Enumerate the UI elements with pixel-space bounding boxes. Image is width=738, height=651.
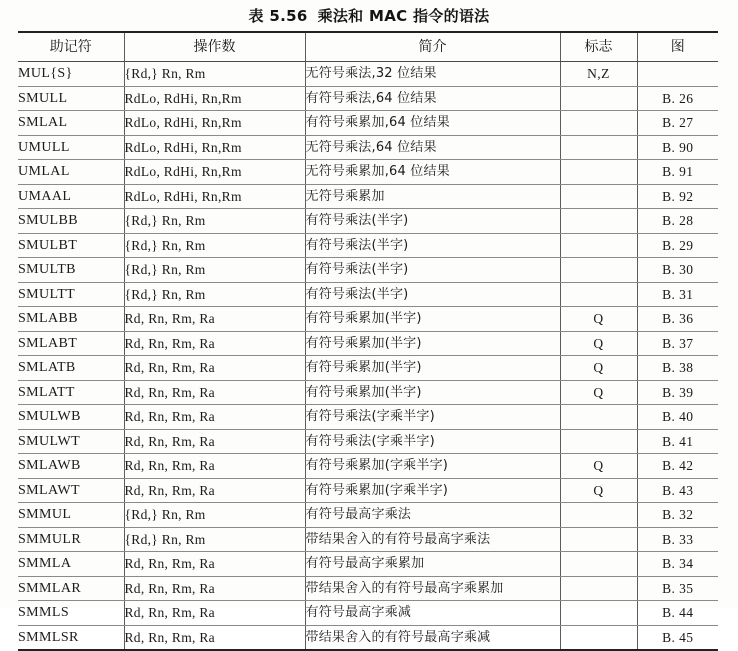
cell-figure: B. 38 <box>637 356 718 381</box>
cell-mnemonic: SMULTB <box>18 258 124 283</box>
cell-figure: B. 31 <box>637 282 718 307</box>
cell-description: 有符号最高字乘累加 <box>305 552 560 577</box>
cell-description: 有符号乘法(半字) <box>305 258 560 283</box>
cell-operands: Rd, Rn, Rm, Ra <box>124 601 305 626</box>
cell-mnemonic: SMMLSR <box>18 625 124 650</box>
table-row <box>18 552 718 577</box>
cell-flags: N,Z <box>560 62 637 87</box>
cell-figure <box>637 62 718 87</box>
table-row <box>18 429 718 454</box>
cell-figure: B. 90 <box>637 135 718 160</box>
cell-operands: Rd, Rn, Rm, Ra <box>124 331 305 356</box>
cell-description: 有符号乘累加(字乘半字) <box>305 454 560 479</box>
cell-figure: B. 44 <box>637 601 718 626</box>
column-header-operands: 操作数 <box>124 32 305 62</box>
cell-description: 无符号乘累加 <box>305 184 560 209</box>
cell-flags: Q <box>560 478 637 503</box>
table-row <box>18 625 718 650</box>
cell-figure: B. 26 <box>637 86 718 111</box>
cell-description: 无符号乘累加,64 位结果 <box>305 160 560 185</box>
cell-description: 有符号乘法(字乘半字) <box>305 429 560 454</box>
cell-flags <box>560 601 637 626</box>
cell-figure: B. 92 <box>637 184 718 209</box>
cell-flags <box>560 527 637 552</box>
cell-description: 有符号乘法(半字) <box>305 233 560 258</box>
column-header-mnemonic: 助记符 <box>18 32 124 62</box>
table-caption-title: 乘法和 MAC 指令的语法 <box>317 7 490 25</box>
cell-mnemonic: SMULBB <box>18 209 124 234</box>
cell-description: 有符号乘累加(半字) <box>305 380 560 405</box>
table-row <box>18 258 718 283</box>
cell-flags <box>560 552 637 577</box>
cell-description: 有符号乘累加(半字) <box>305 307 560 332</box>
table-row <box>18 576 718 601</box>
table-row <box>18 209 718 234</box>
cell-flags <box>560 282 637 307</box>
cell-figure: B. 39 <box>637 380 718 405</box>
cell-figure: B. 42 <box>637 454 718 479</box>
cell-flags <box>560 429 637 454</box>
table-row <box>18 380 718 405</box>
cell-operands: Rd, Rn, Rm, Ra <box>124 576 305 601</box>
cell-mnemonic: SMMUL <box>18 503 124 528</box>
cell-flags <box>560 86 637 111</box>
cell-figure: B. 43 <box>637 478 718 503</box>
table-row <box>18 282 718 307</box>
cell-flags: Q <box>560 454 637 479</box>
cell-description: 有符号最高字乘法 <box>305 503 560 528</box>
cell-operands: Rd, Rn, Rm, Ra <box>124 307 305 332</box>
cell-flags <box>560 184 637 209</box>
cell-operands: RdLo, RdHi, Rn,Rm <box>124 135 305 160</box>
cell-description: 无符号乘法,32 位结果 <box>305 62 560 87</box>
cell-operands: {Rd,} Rn, Rm <box>124 527 305 552</box>
cell-flags <box>560 576 637 601</box>
cell-flags <box>560 135 637 160</box>
cell-flags <box>560 111 637 136</box>
cell-figure: B. 28 <box>637 209 718 234</box>
cell-operands: Rd, Rn, Rm, Ra <box>124 405 305 430</box>
table-body <box>18 62 718 651</box>
cell-flags: Q <box>560 307 637 332</box>
cell-mnemonic: SMLAWB <box>18 454 124 479</box>
table-header <box>18 32 718 62</box>
cell-flags: Q <box>560 356 637 381</box>
cell-flags <box>560 405 637 430</box>
cell-mnemonic: UMULL <box>18 135 124 160</box>
table-row <box>18 503 718 528</box>
cell-figure: B. 34 <box>637 552 718 577</box>
cell-figure: B. 27 <box>637 111 718 136</box>
column-header-description: 简介 <box>305 32 560 62</box>
cell-mnemonic: SMLAWT <box>18 478 124 503</box>
table-row <box>18 233 718 258</box>
cell-description: 带结果舍入的有符号最高字乘法 <box>305 527 560 552</box>
cell-description: 有符号乘累加(半字) <box>305 331 560 356</box>
cell-mnemonic: SMULL <box>18 86 124 111</box>
cell-operands: Rd, Rn, Rm, Ra <box>124 380 305 405</box>
table-caption <box>0 5 738 26</box>
cell-mnemonic: SMLABT <box>18 331 124 356</box>
cell-mnemonic: SMULBT <box>18 233 124 258</box>
cell-operands: Rd, Rn, Rm, Ra <box>124 356 305 381</box>
cell-figure: B. 45 <box>637 625 718 650</box>
cell-operands: Rd, Rn, Rm, Ra <box>124 552 305 577</box>
cell-mnemonic: SMMULR <box>18 527 124 552</box>
cell-mnemonic: SMULWT <box>18 429 124 454</box>
column-header-figure: 图 <box>637 32 718 62</box>
instruction-syntax-table-container <box>18 31 718 651</box>
cell-mnemonic: SMULTT <box>18 282 124 307</box>
table-caption-index: 5.56 <box>269 7 308 25</box>
cell-description: 有符号乘法(半字) <box>305 209 560 234</box>
cell-flags <box>560 258 637 283</box>
cell-operands: {Rd,} Rn, Rm <box>124 282 305 307</box>
table-row <box>18 307 718 332</box>
cell-flags: Q <box>560 380 637 405</box>
cell-description: 有符号最高字乘减 <box>305 601 560 626</box>
table-row <box>18 160 718 185</box>
cell-mnemonic: SMLAL <box>18 111 124 136</box>
cell-mnemonic: UMAAL <box>18 184 124 209</box>
table-caption-number <box>249 7 308 25</box>
cell-mnemonic: SMMLAR <box>18 576 124 601</box>
table-row <box>18 331 718 356</box>
cell-figure: B. 32 <box>637 503 718 528</box>
table-row <box>18 135 718 160</box>
table-row <box>18 527 718 552</box>
cell-description: 有符号乘法(字乘半字) <box>305 405 560 430</box>
cell-flags <box>560 233 637 258</box>
table-row <box>18 111 718 136</box>
instruction-syntax-table <box>18 31 718 651</box>
cell-operands: Rd, Rn, Rm, Ra <box>124 625 305 650</box>
cell-mnemonic: SMLATT <box>18 380 124 405</box>
cell-description: 带结果舍入的有符号最高字乘累加 <box>305 576 560 601</box>
cell-operands: Rd, Rn, Rm, Ra <box>124 478 305 503</box>
cell-mnemonic: SMMLA <box>18 552 124 577</box>
cell-operands: {Rd,} Rn, Rm <box>124 503 305 528</box>
cell-operands: Rd, Rn, Rm, Ra <box>124 454 305 479</box>
cell-operands: {Rd,} Rn, Rm <box>124 62 305 87</box>
cell-mnemonic: SMULWB <box>18 405 124 430</box>
cell-operands: RdLo, RdHi, Rn,Rm <box>124 160 305 185</box>
cell-figure: B. 35 <box>637 576 718 601</box>
table-row <box>18 454 718 479</box>
cell-mnemonic: UMLAL <box>18 160 124 185</box>
cell-flags <box>560 503 637 528</box>
cell-description: 有符号乘累加,64 位结果 <box>305 111 560 136</box>
cell-flags: Q <box>560 331 637 356</box>
cell-operands: {Rd,} Rn, Rm <box>124 209 305 234</box>
cell-description: 有符号乘累加(字乘半字) <box>305 478 560 503</box>
cell-figure: B. 30 <box>637 258 718 283</box>
cell-mnemonic: SMMLS <box>18 601 124 626</box>
cell-flags <box>560 209 637 234</box>
cell-mnemonic: SMLATB <box>18 356 124 381</box>
cell-operands: RdLo, RdHi, Rn,Rm <box>124 86 305 111</box>
cell-operands: {Rd,} Rn, Rm <box>124 258 305 283</box>
table-row <box>18 601 718 626</box>
table-row <box>18 86 718 111</box>
table-header-row <box>18 32 718 62</box>
table-caption-label: 表 <box>248 7 264 25</box>
cell-description: 无符号乘法,64 位结果 <box>305 135 560 160</box>
cell-flags <box>560 160 637 185</box>
cell-description: 有符号乘法(半字) <box>305 282 560 307</box>
cell-figure: B. 40 <box>637 405 718 430</box>
column-header-flags: 标志 <box>560 32 637 62</box>
cell-figure: B. 41 <box>637 429 718 454</box>
cell-description: 有符号乘累加(半字) <box>305 356 560 381</box>
cell-flags <box>560 625 637 650</box>
cell-figure: B. 33 <box>637 527 718 552</box>
cell-operands: RdLo, RdHi, Rn,Rm <box>124 111 305 136</box>
cell-figure: B. 29 <box>637 233 718 258</box>
table-row <box>18 184 718 209</box>
cell-figure: B. 36 <box>637 307 718 332</box>
cell-operands: Rd, Rn, Rm, Ra <box>124 429 305 454</box>
table-row <box>18 62 718 87</box>
cell-operands: RdLo, RdHi, Rn,Rm <box>124 184 305 209</box>
cell-description: 带结果舍入的有符号最高字乘减 <box>305 625 560 650</box>
table-row <box>18 405 718 430</box>
cell-figure: B. 91 <box>637 160 718 185</box>
table-row <box>18 478 718 503</box>
cell-description: 有符号乘法,64 位结果 <box>305 86 560 111</box>
cell-mnemonic: MUL{S} <box>18 62 124 87</box>
cell-operands: {Rd,} Rn, Rm <box>124 233 305 258</box>
table-row <box>18 356 718 381</box>
cell-figure: B. 37 <box>637 331 718 356</box>
cell-mnemonic: SMLABB <box>18 307 124 332</box>
